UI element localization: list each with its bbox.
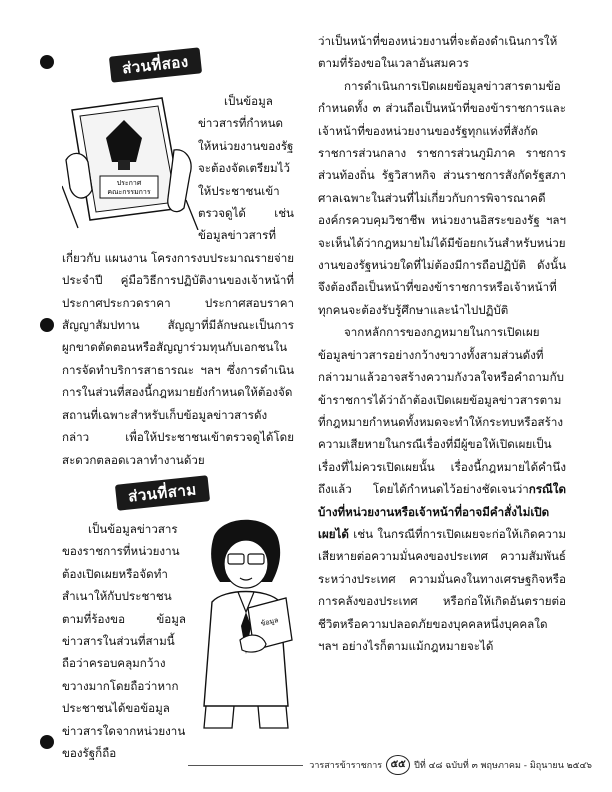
page-number: ๕๕	[386, 755, 410, 775]
right-paragraph-1: ว่าเป็นหน้าที่ของหน่วยงานที่จะต้องดำเนินการให้ตามที่ร้องขอในเวลาอันสมควร	[318, 34, 558, 71]
right-column	[318, 30, 566, 657]
section2-paragraph: เป็นข้อมูลข่าวสารที่กำหนดให้หน่วยงานของรัฐจะต้องจัดเตรียมไว้ให้ประชาชนเข้าตรวจดูได้ เช่นข้อมูลข่าวสารที่เกี่ยวกับ แผนงาน โครงการงบประมาณรายจ่ายประจำปี คู่มือวิธีการปฏิบัติงานของเจ้าหน้าที่ ประกาศประกวดราคา ประกาศสอบราคา สัญญาสัมปทาน สัญญาที่มีลักษณะเป็นการผูกขาดตัดตอนหรือสัญญาร่วมทุนกับเอกชนในการจัดทำบริการสาธารณะ ฯลฯ ซึ่งการดำเนินการในส่วนที่สองนี้กฎหมายยังกำหนดให้ต้องจัดสถานที่เฉพาะสำหรับเก็บข้อมูลข่าวสารดังกล่าว เพื่อให้ประชาชนเข้าตรวจดูได้โดยสะดวกตลอดเวลาทำงานด้วย	[62, 94, 294, 467]
page-footer	[182, 755, 592, 775]
paper-label: ข้อมูล	[259, 616, 280, 628]
illustration-spacer	[62, 90, 198, 246]
journal-name: วารสารข้าราชการ	[309, 761, 383, 771]
section2-text-block	[62, 90, 294, 471]
section3-paragraph: เป็นข้อมูลข่าวสารของราชการที่หน่วยงานต้องเปิดเผยหรือจัดทำสำเนาให้กับประชาชนตามที่ร้องขอ ข้อมูลข่าวสารในส่วนที่สามนี้ถือว่าครอบคลุมกว้างขวางมากโดยถือว่าหากประชาชนได้ขอข้อมูลข่าวสารใดจากหน่วยงานของรัฐก็ถือ	[62, 522, 186, 761]
binder-hole	[40, 318, 54, 332]
section3-text-block	[62, 518, 186, 764]
right-paragraph-3: จากหลักการของกฎหมายในการเปิดเผยข้อมูลข่าวสารอย่างกว้างขวางทั้งสามส่วนดังที่กล่าวมาแล้วอาจสร้างความกังวลใจหรือคำถามกับข้าราชการได้ว่าถ้าต้องเปิดเผยข้อมูลข่าวสารตามที่กฎหมายกำหนดทั้งหมดจะทำให้กระทบหรือสร้างความเสียหายในกรณีเรื่องที่มีผู้ขอให้เปิดเผยเป็นเรื่องที่ไม่ควรเปิดเผยนั้น เรื่องนี้กฎหมายได้คำนึงถึงแล้ว โดยได้กำหนดไว้อย่างชัดเจนว่ากรณีใดบ้างที่หน่วยงานหรือเจ้าหน้าที่อาจมีคำสั่งไม่เปิดเผยได้ เช่น ในกรณีที่การเปิดเผยจะก่อให้เกิดความเสียหายต่อความมั่นคงของประเทศ ความสัมพันธ์ระหว่างประเทศ ความมั่นคงในทางเศรษฐกิจหรือการคลังของประเทศ หรือก่อให้เกิดอันตรายต่อชีวิตหรือความปลอดภัยของบุคคลหนึ่งบุคคลใด ฯลฯ อย่างไรก็ตามแม้กฎหมายจะได้	[318, 325, 566, 653]
book-label-line1: ประกาศ	[116, 179, 142, 187]
section3-heading: ส่วนที่สาม	[115, 475, 210, 511]
section2-heading: ส่วนที่สอง	[109, 47, 202, 82]
binder-hole	[40, 55, 54, 69]
binder-hole	[40, 735, 54, 749]
issue-info: ปีที่ ๔๘ ฉบับที่ ๓ พฤษภาคม - มิถุนายน ๒๕๔๖	[414, 761, 592, 771]
official-illustration	[184, 516, 296, 734]
hand-icon	[240, 635, 266, 652]
right-paragraph-2: การดำเนินการเปิดเผยข้อมูลข่าวสารตามข้อกำหนดทั้ง ๓ ส่วนถือเป็นหน้าที่ของข้าราชการและเจ้าหน้าที่ของหน่วยงานของรัฐทุกแห่งที่สังกัดราชการส่วนกลาง ราชการส่วนภูมิภาค ราชการส่วนท้องถิ่น รัฐวิสาหกิจ ส่วนราชการสังกัดรัฐสภา ศาลเฉพาะในส่วนที่ไม่เกี่ยวกับการพิจารณาคดี องค์กรควบคุมวิชาชีพ หน่วยงานอิสระของรัฐ ฯลฯ จะเห็นได้ว่ากฎหมายไม่ได้มีข้อยกเว้นสำหรับหน่วยงานของรัฐหน่วยใดที่ไม่ต้องมีการถือปฏิบัติ ดังนั้นจึงต้องถือเป็นหน้าที่ของข้าราชการหรือเจ้าหน้าที่ทุกคนจะต้องรับรู้ศึกษาและนำไปปฏิบัติ	[318, 78, 566, 317]
book-label-line2: คณะกรรมการ	[107, 188, 151, 196]
emphasized-text: กรณีใดบ้างที่หน่วยงานหรือเจ้าหน้าที่อาจมีคำสั่งไม่เปิดเผยได้	[318, 482, 566, 541]
